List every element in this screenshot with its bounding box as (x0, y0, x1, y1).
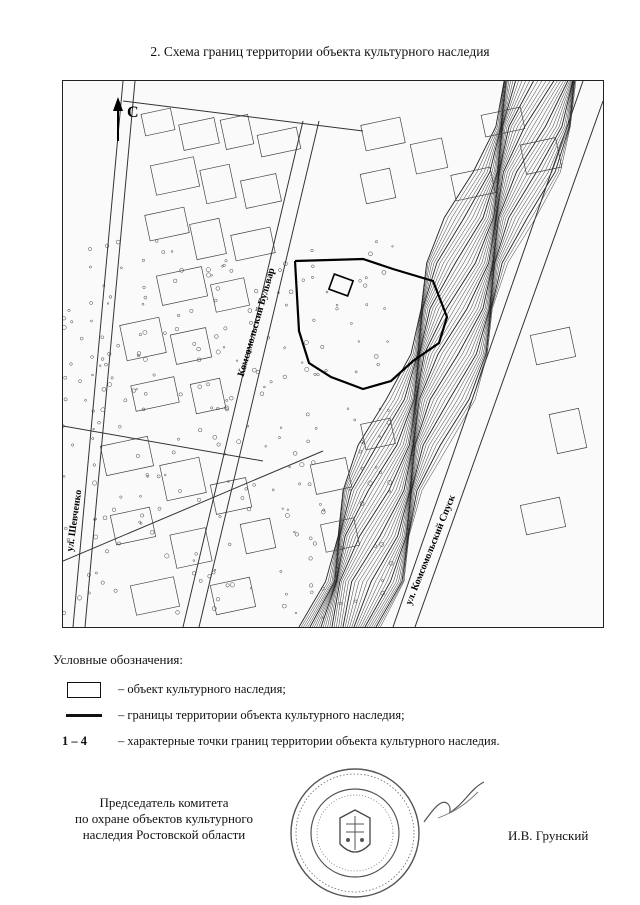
tree-dot (216, 350, 220, 354)
tree-dot (171, 251, 173, 253)
tree-dot (305, 367, 309, 371)
tree-dot (80, 337, 83, 340)
tree-dot (63, 325, 66, 329)
tree-dot (164, 474, 166, 476)
tree-dot (377, 363, 380, 366)
tree-dot (85, 399, 87, 401)
tree-dot (354, 419, 356, 421)
parcel (410, 138, 448, 174)
north-arrow-icon (113, 97, 123, 141)
tree-dot (90, 320, 92, 322)
tree-dot (136, 454, 139, 457)
tree-dot (247, 507, 251, 511)
parcel (170, 528, 212, 569)
tree-dot (104, 363, 107, 366)
tree-dot (141, 514, 144, 517)
tree-dot (215, 335, 219, 339)
tree-dot (63, 317, 66, 320)
contour-line (363, 81, 573, 627)
tree-dot (91, 356, 94, 359)
tree-dot (93, 464, 96, 467)
tree-dot (214, 569, 216, 571)
tree-dot (63, 476, 65, 478)
tree-dot (293, 452, 297, 456)
tree-dot (92, 374, 94, 376)
tree-dot (139, 333, 142, 336)
tree-dot (109, 296, 112, 299)
tree-dot (216, 598, 220, 602)
tree-dot (89, 266, 91, 268)
tree-dot (107, 303, 109, 305)
contour-line (339, 81, 546, 627)
tree-dot (112, 508, 116, 512)
tree-dot (103, 516, 107, 520)
parcel (549, 408, 587, 453)
legend-points-symbol: 1 – 4 (62, 734, 87, 748)
tree-dot (301, 362, 303, 364)
tree-dot (293, 531, 295, 533)
tree-dot (311, 265, 314, 268)
tree-dot (95, 572, 97, 574)
tree-dot (144, 296, 147, 299)
tree-dot (224, 327, 227, 330)
tree-dot (193, 560, 195, 562)
tree-dot (211, 407, 213, 409)
tree-dot (230, 269, 233, 272)
tree-dot (282, 508, 284, 510)
tree-dot (136, 388, 138, 390)
tree-dot (248, 309, 252, 313)
contour-line (354, 81, 568, 627)
tree-dot (105, 550, 108, 553)
tree-dot (387, 341, 389, 343)
parcel (141, 108, 175, 136)
parcel (520, 497, 565, 535)
map-drawing (63, 81, 603, 627)
tree-dot (283, 375, 287, 379)
tree-dot (313, 319, 316, 322)
tree-dot (117, 344, 120, 347)
parcel (360, 168, 396, 204)
tree-dot (349, 489, 351, 491)
parcel-outlines (63, 107, 587, 619)
tree-dot (99, 365, 101, 367)
tree-dot (226, 584, 229, 587)
parcel (190, 378, 226, 414)
tree-dot (114, 589, 117, 592)
street-label-descent: ул. Комсомольский Спуск (403, 493, 458, 607)
tree-dot (63, 611, 66, 614)
heritage-object (329, 274, 353, 296)
tree-dot (101, 336, 104, 339)
tree-dot (298, 483, 300, 485)
tree-dot (213, 435, 217, 439)
tree-dot (282, 604, 286, 608)
tree-dot (177, 314, 180, 317)
tree-dot (325, 369, 328, 372)
tree-dot (68, 309, 70, 311)
contour-line (374, 81, 574, 627)
tree-dot (158, 507, 161, 510)
tree-dot (64, 398, 67, 401)
parcel (100, 436, 153, 475)
document-title: 2. Схема границ территории объекта культурного наследия (150, 44, 490, 59)
tree-dot (101, 581, 104, 584)
tree-dot (236, 360, 238, 362)
parcel (231, 227, 276, 261)
legend-box-symbol (67, 682, 101, 698)
tree-dot (309, 557, 313, 561)
tree-dot (71, 321, 73, 323)
tree-dot (252, 368, 256, 372)
tree-dot (317, 373, 320, 376)
tree-dot (326, 291, 328, 293)
parcel (130, 577, 179, 615)
tree-dot (306, 413, 309, 416)
tree-dot (285, 513, 289, 517)
tree-dot (245, 488, 248, 491)
tree-dot (108, 383, 112, 387)
tree-dot (310, 591, 313, 594)
tree-dot (195, 553, 198, 556)
tree-dot (93, 428, 95, 430)
parcel (200, 164, 236, 203)
tree-dot (70, 363, 73, 366)
tree-dot (302, 279, 305, 282)
tree-dot (139, 521, 141, 523)
tree-dot (190, 309, 193, 312)
tree-dot (98, 421, 101, 424)
tree-dot (92, 437, 94, 439)
tree-dot (153, 374, 155, 376)
tree-dot (157, 475, 160, 478)
tree-dot (278, 437, 280, 439)
tree-dot (193, 342, 196, 345)
tree-dot (300, 462, 304, 466)
legend-item-object (62, 680, 622, 700)
tree-dot (389, 562, 393, 566)
tree-dot (198, 428, 202, 432)
tree-dot (94, 535, 98, 539)
tree-dot (260, 392, 264, 396)
tree-dot (289, 466, 291, 468)
tree-dot (319, 503, 321, 505)
tree-dot (212, 607, 216, 611)
tree-dot (172, 451, 175, 454)
tree-dot (216, 287, 220, 291)
tree-dot (365, 277, 367, 279)
legend-text: – объект культурного наследия; (118, 682, 286, 696)
tree-dot (102, 387, 106, 391)
tree-dot (375, 241, 377, 243)
tree-dot (250, 587, 252, 589)
tree-dot (295, 533, 299, 537)
tree-dot (392, 246, 394, 248)
tree-dot (116, 240, 120, 244)
parcel (240, 174, 281, 209)
tree-dot (374, 354, 378, 358)
tree-dot (199, 579, 202, 582)
tree-dot (177, 438, 179, 440)
tree-dot (309, 537, 312, 540)
tree-dot (120, 267, 122, 269)
tree-dot (382, 271, 386, 275)
tree-dot (311, 276, 313, 278)
tree-dot (77, 596, 81, 600)
contour-line (350, 81, 564, 627)
tree-dot (307, 440, 310, 443)
tree-dot (289, 290, 293, 294)
tree-dot (311, 461, 315, 465)
tree-dot (226, 399, 228, 401)
parcel (530, 327, 575, 365)
signer-line: Председатель комитета (99, 795, 229, 810)
tree-dot (155, 240, 158, 243)
tree-dot (359, 279, 362, 282)
parcel (210, 278, 249, 312)
contour-line (358, 81, 570, 627)
tree-dot (336, 304, 338, 306)
north-label: С (127, 104, 139, 121)
tree-dot (228, 543, 231, 546)
tree-dot (350, 322, 352, 324)
site-map (62, 80, 604, 628)
parcel (145, 207, 190, 241)
tree-dot (163, 332, 166, 335)
contour-line (336, 81, 542, 627)
tree-dot (92, 481, 96, 485)
tree-dot (179, 490, 182, 493)
tree-dot (354, 600, 357, 603)
tree-dot (179, 393, 182, 396)
heritage-boundary (295, 259, 447, 389)
official-seal-icon (288, 766, 422, 900)
contour-line (365, 81, 573, 627)
tree-dot (366, 304, 368, 306)
tree-dot (237, 440, 241, 444)
signer-line: наследия Ростовской области (82, 827, 246, 842)
tree-dot (229, 396, 233, 400)
tree-dot (270, 381, 272, 383)
tree-dot (265, 445, 267, 447)
legend-text: – границы территории объекта культурного наследия; (118, 708, 405, 722)
tree-dot (284, 347, 286, 349)
tree-dot (197, 498, 200, 501)
tree-dot (311, 249, 314, 252)
tree-dot (143, 357, 147, 361)
tree-dot (315, 427, 317, 429)
tree-dot (304, 340, 308, 344)
signer-line: по охране объектов культурного (75, 811, 253, 826)
tree-dot (219, 515, 221, 517)
tree-dot (279, 269, 282, 272)
tree-dot (253, 484, 256, 487)
tree-dot (79, 380, 82, 383)
tree-dot (101, 358, 104, 361)
parcel (310, 458, 351, 495)
tree-dot (285, 304, 287, 306)
tree-dot (313, 542, 317, 546)
tree-dot (118, 425, 121, 428)
parcel (170, 328, 211, 365)
tree-dot (132, 389, 136, 393)
tree-dot (321, 345, 324, 348)
parcel (190, 218, 227, 259)
tree-dot (384, 308, 386, 310)
tree-dot (369, 252, 373, 256)
street-label-boulevard: Комсомольский Бульвар (235, 266, 278, 378)
tree-dot (225, 260, 227, 262)
tree-dot (287, 509, 289, 511)
tree-dot (173, 279, 177, 283)
tree-dot (280, 427, 282, 429)
tree-dot (285, 593, 287, 595)
tree-dot (206, 383, 209, 386)
tree-dot (217, 443, 220, 446)
tree-dot (162, 251, 165, 254)
contour-line (319, 81, 513, 627)
tree-dot (206, 268, 210, 272)
tree-dot (359, 450, 362, 453)
tree-dot (206, 273, 210, 277)
tree-dot (198, 385, 202, 389)
contour-line (303, 81, 504, 627)
tree-dot (336, 308, 339, 311)
tree-dot (143, 286, 146, 289)
tree-dot (308, 483, 311, 486)
tree-dot (314, 373, 316, 375)
parcel (220, 114, 254, 149)
parcel (110, 507, 155, 545)
tree-dot (381, 579, 383, 581)
parcel (361, 117, 406, 151)
tree-dot (197, 347, 201, 351)
tree-dot (142, 303, 144, 305)
parcel (160, 457, 207, 501)
tree-dot (272, 489, 274, 491)
tree-dot (280, 570, 282, 572)
tree-dot (230, 583, 234, 587)
tree-dot (124, 399, 127, 402)
parcel (257, 127, 301, 157)
tree-dot (355, 371, 357, 373)
tree-dot (176, 611, 180, 615)
parcel (240, 518, 276, 554)
parcel (131, 377, 179, 412)
tree-dot (363, 284, 367, 288)
tree-dot (379, 436, 381, 438)
tree-dot (90, 302, 93, 305)
tree-dot (71, 444, 73, 446)
tree-dot (321, 510, 325, 514)
signer-name: И.В. Грунский (508, 828, 589, 843)
tree-dot (241, 496, 244, 499)
tree-dot (64, 376, 67, 379)
tree-dot (144, 392, 147, 395)
tree-dot (309, 584, 313, 588)
signer-position (52, 795, 276, 843)
contour-line (345, 81, 557, 627)
legend-line-symbol (66, 714, 102, 717)
tree-dot (389, 490, 391, 492)
tree-dot (165, 554, 169, 558)
tree-dot (175, 327, 179, 331)
tree-dot (143, 330, 147, 334)
parcel (120, 317, 167, 361)
legend-item-points (62, 732, 622, 752)
legend-text: – характерные точки границ территории объекта культурного наследия. (118, 734, 500, 748)
legend-item-boundary (62, 706, 622, 726)
tree-dot (111, 377, 113, 379)
tree-dot (254, 289, 258, 293)
tree-dot (88, 247, 91, 250)
legend-title: Условные обозначения: (53, 652, 184, 667)
tree-dot (120, 496, 122, 498)
tree-dot (264, 386, 266, 388)
tree-dot (214, 299, 217, 302)
tree-dot (347, 408, 349, 410)
street-label-shevchenko: ул. Шевченко (64, 489, 85, 553)
tree-dot (358, 341, 360, 343)
tree-dot (142, 259, 145, 262)
tree-dot (150, 530, 154, 534)
parcel (150, 157, 199, 195)
tree-dot (140, 495, 142, 497)
tree-dot (223, 346, 225, 348)
signature-scribble-icon (420, 778, 490, 828)
tree-dot (295, 612, 297, 614)
parcel (179, 118, 220, 151)
